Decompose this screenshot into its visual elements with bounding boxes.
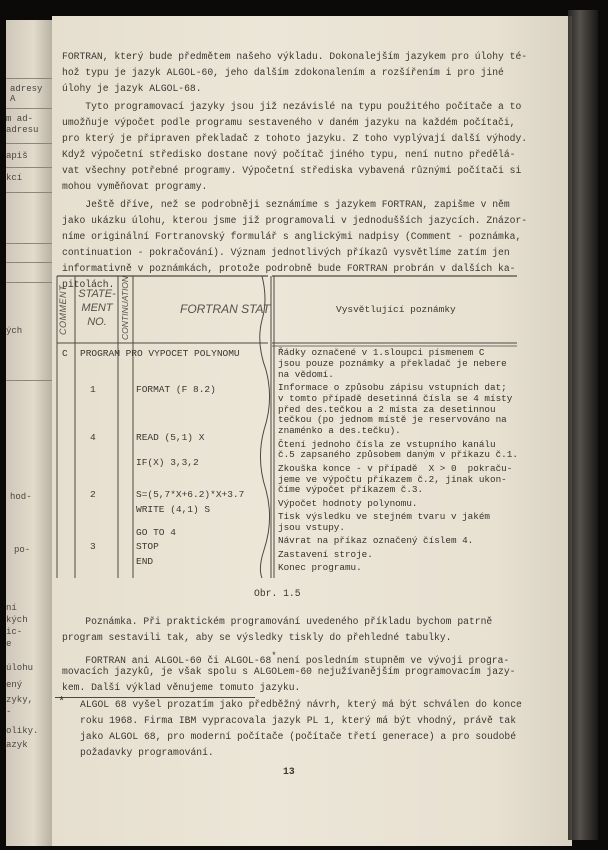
text-line: Tyto programovací jazyky jsou již nezávislé na typu použitého počítače a to [62, 101, 522, 112]
header-continuation: CONTINUATION [120, 275, 130, 340]
fragment: úlohu [6, 663, 34, 673]
statement-code: PROGRAM PRO VYPOCET POLYNOMU [80, 348, 240, 359]
note [278, 464, 516, 496]
note-line: Návrat na příkaz označený číslem 4. [278, 535, 474, 547]
fragment: ic- [6, 627, 23, 637]
footnote-mark: * [58, 695, 66, 709]
text-line: mohou vyměňovat programy. [62, 181, 208, 192]
text-line: Když výpočetní středisko dostane nový počítač jiného typu, není nutno předělá- [62, 149, 516, 160]
footnote-reference[interactable]: * [271, 651, 277, 661]
fragment: m ad- [6, 114, 34, 124]
explanatory-notes [278, 348, 516, 576]
statement-code: WRITE (4,1) S [136, 504, 211, 515]
text-line: roku 1968. Firma IBM vypracovala jazyk PL 1, který má být vhodný, právě tak [80, 715, 517, 726]
text-line: FORTRAN, který bude předmětem našeho výkladu. Dokonalejším jazykem pro úlohy té- [62, 51, 528, 62]
page-number: 13 [283, 766, 295, 777]
statement-label: 1 [90, 384, 96, 395]
statement-code: FORMAT (F 8.2) [136, 384, 216, 395]
fragment: ých [6, 326, 23, 336]
text-line: hož typu je jazyk ALGOL-60, jeho dalším zdokonalením a rozšířením i pro jiné [62, 67, 504, 78]
fragment: A [10, 94, 16, 104]
header-line: NO. [87, 316, 107, 328]
note-line: Zkouška konce - v případě X > 0 pokraču- [278, 462, 513, 474]
note-line: Čtení jednoho čísla ze vstupního kanálu [278, 438, 496, 450]
text-line: pro který je připraven překladač z tohoto jazyku. Z toho vyplývají další výhody. [62, 133, 528, 144]
text-line: Poznámka. Při praktickém programování uvedeného příkladu bychom patrně [62, 616, 493, 627]
header-notes: Vysvětlující poznámky [336, 304, 456, 315]
figure-caption: Obr. 1.5 [254, 588, 301, 599]
fragment: azyk [6, 740, 28, 750]
statement-code: IF(X) 3,3,2 [136, 457, 199, 468]
header-statement-no [76, 287, 118, 329]
statement-code: STOP [136, 541, 159, 552]
comment-marker: C [62, 348, 68, 359]
text-line: Ještě dříve, než se podrobněji seznámíme s jazykem FORTRAN, zapišme v něm [62, 199, 510, 210]
statement-label: 2 [90, 489, 96, 500]
note-line: jsou vstupy. [278, 521, 345, 533]
header-line: STATE- [78, 288, 116, 300]
statement-code: READ (5,1) X [136, 432, 205, 443]
note [278, 499, 516, 510]
fragment: adresu [6, 125, 39, 135]
note-line: před des.tečkou a 2 místa za desetinnou [278, 403, 496, 415]
fragment: ený [6, 680, 23, 690]
note-line: Výpočet hodnoty polynomu. [278, 497, 418, 509]
text-span: není posledním stupněm ve vývoji progra- [276, 655, 510, 666]
note-line: Konec programu. [278, 562, 362, 574]
text-line: continuation - pokračování). Význam jednotlivých příkazů vysvětlíme zatím jen [62, 247, 510, 258]
statement-code: S=(5,7*X+6.2)*X+3.7 [136, 489, 245, 500]
fragment: - [6, 707, 12, 717]
note-line: Řádky označené v 1.sloupci písmenem C [278, 347, 485, 358]
fragment: kcí [6, 173, 23, 183]
note [278, 440, 516, 462]
fragment: ní [6, 603, 17, 613]
note-line: Zastavení stroje. [278, 548, 373, 560]
fragment: hod- [10, 492, 32, 502]
fragment: apiš [6, 151, 28, 161]
text-line: umožňuje výpočet podle programu sestaveného v daném jazyku na každém počítači, [62, 117, 516, 128]
note-line: tečkou (po jednom místě je reservováno na [278, 414, 507, 426]
fragment: adresy [10, 84, 43, 94]
header-line: MENT [81, 302, 113, 314]
fragment: kých [6, 615, 28, 625]
text-line: níme originální Fortranovský formulář s anglickými nadpisy (Comment - poznámka, [62, 231, 522, 242]
header-comment: COMMENT [58, 285, 68, 335]
text-line: movacích jazyků, je však spolu s ALGOLem-60 nejužívanějším programovacím jazy- [62, 666, 516, 677]
note [278, 348, 516, 380]
note-line: v tomto případě desetinná čísla se 4 místy [278, 392, 513, 404]
text-line: vat všechny potřebné programy. Výpočetní střediska vybavená různými počítači si [62, 165, 522, 176]
note-line: znaménko a des.tečku). [278, 425, 401, 437]
note-line: jeme ve výpočtu příkazem č.2, jinak ukon- [278, 473, 507, 485]
fragment: e [6, 639, 12, 649]
note [278, 512, 516, 534]
note-line: na vědomí. [278, 368, 334, 380]
text-line: jako ukázku úlohu, kterou jsme již programovali v jednodušších jazycích. Znázor- [62, 215, 528, 226]
text-line: kem. Další výklad věnujeme tomuto jazyku. [62, 682, 301, 693]
statement-code: END [136, 556, 154, 567]
note-line: č.5 zapsaného způsobem daným v příkazu č.1. [278, 449, 518, 461]
note [278, 383, 516, 437]
text-span: FORTRAN ani ALGOL-60 či ALGOL-68 [62, 655, 272, 666]
text-line: program sestavili tak, aby se výsledky tiskly do přehledné tabulky. [62, 632, 452, 643]
note-line: Tisk výsledku ve stejném tvaru v jakém [278, 511, 491, 523]
fragment: oliky. [6, 726, 39, 736]
note [278, 563, 516, 574]
statement-label: 4 [90, 432, 96, 443]
text-line: pitolách. [62, 279, 115, 290]
fragment: po- [14, 545, 31, 555]
note-line: Informace o způsobu zápisu vstupních dat; [278, 381, 507, 393]
statement-code: GO TO 4 [136, 527, 176, 538]
note [278, 536, 516, 547]
text-line: požadavky programování. [80, 747, 214, 758]
text-line: jako ALGOL 68, pro moderní počítače (počítače třetí generace) a pro soudobé [80, 731, 517, 742]
header-fortran-statement: FORTRAN STAT [180, 302, 270, 316]
text-line: úlohy je jazyk ALGOL-68. [62, 83, 202, 94]
note-line: jsou pouze poznámky a překladač je nebere [278, 357, 507, 369]
text-line: ALGOL 68 vyšel prozatím jako předběžný návrh, který má být schválen do konce [80, 699, 522, 710]
statement-label: 3 [90, 541, 96, 552]
note [278, 550, 516, 561]
fragment: zyky, [6, 695, 34, 705]
text-line: informativně v poznámkách, protože podrobně bude FORTRAN probrán v dalších ka- [62, 263, 516, 274]
note-line: číme výpočet příkazem č.3. [278, 484, 424, 496]
